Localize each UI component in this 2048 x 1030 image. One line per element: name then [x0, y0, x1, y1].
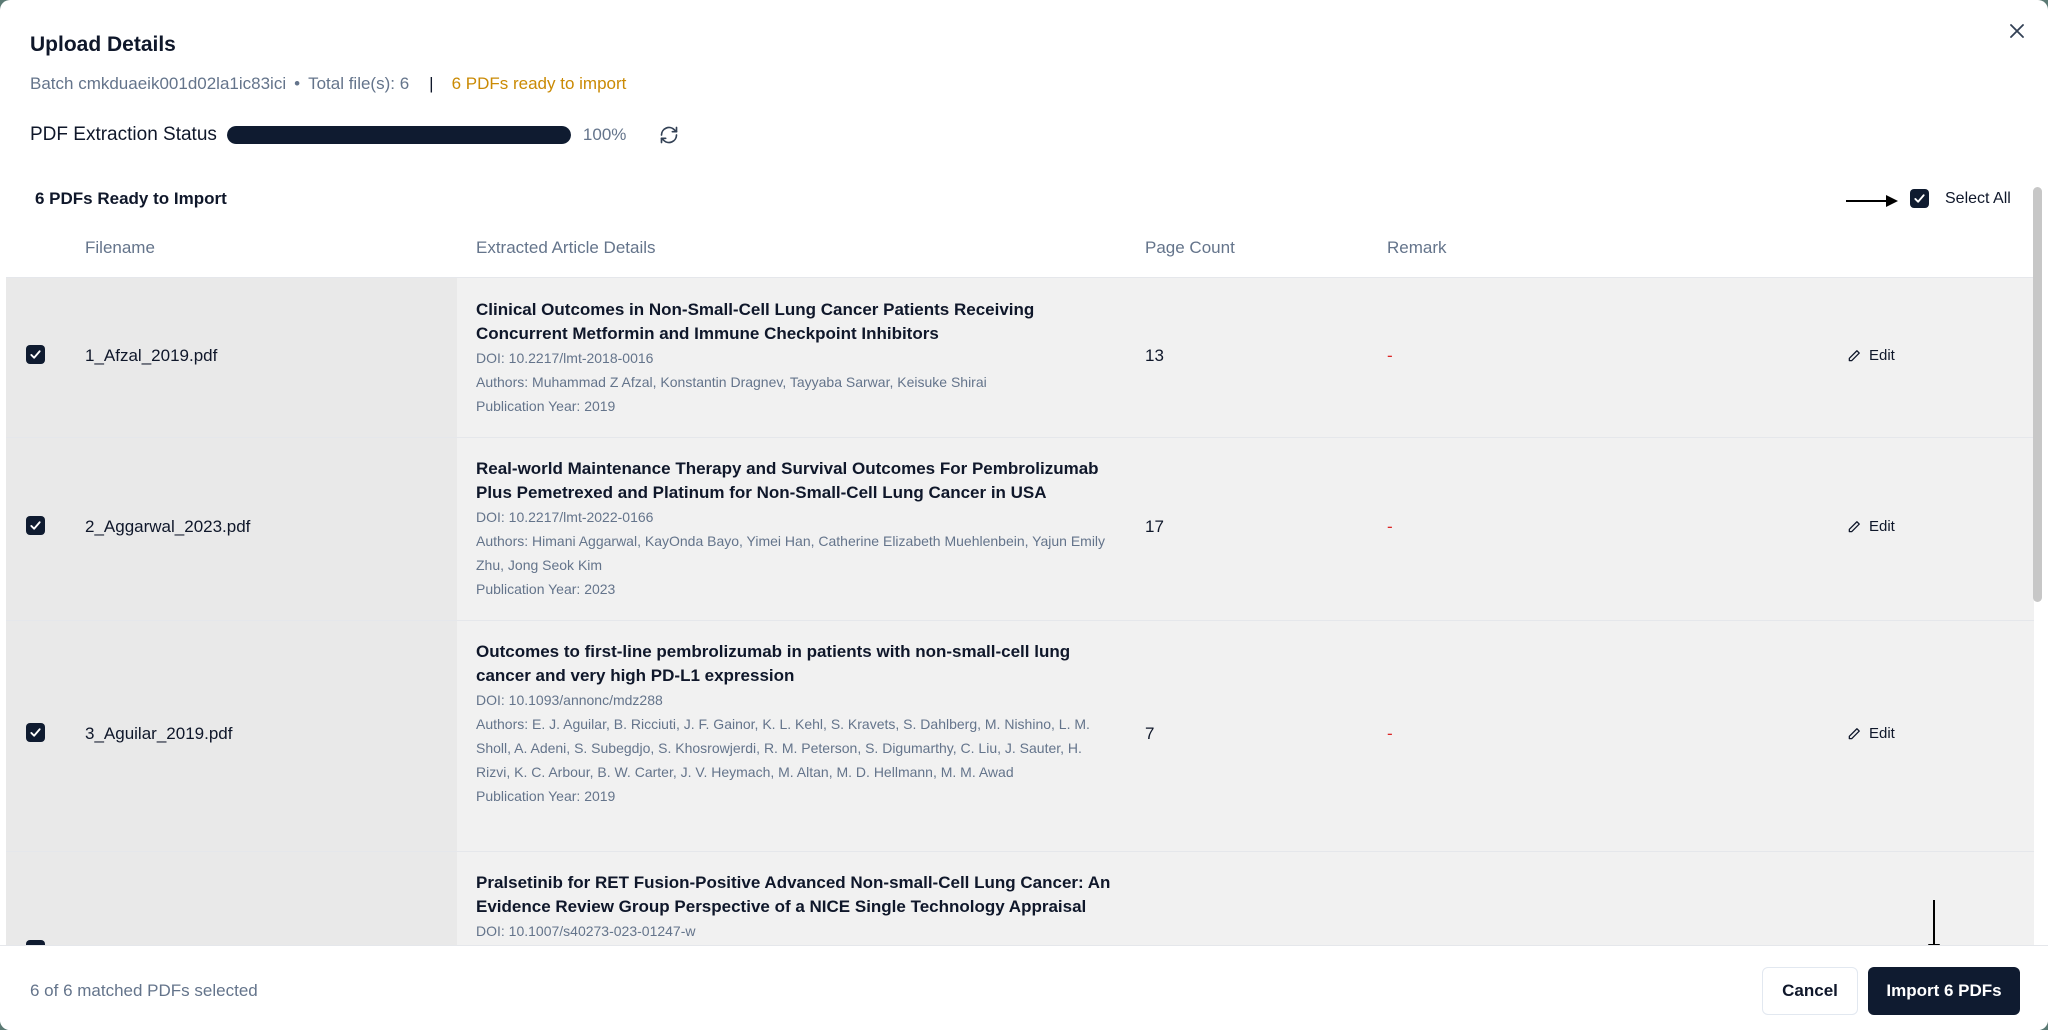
table-row: [6, 621, 2034, 852]
import-button[interactable]: Import 6 PDFs: [1868, 967, 2020, 1015]
extraction-status: [30, 124, 680, 146]
cancel-button[interactable]: Cancel: [1762, 967, 1858, 1015]
column-article-details: Extracted Article Details: [476, 238, 656, 257]
row-article-details: [476, 871, 1116, 943]
ready-status: 6 PDFs ready to import: [451, 74, 627, 93]
extraction-status-label: PDF Extraction Status: [30, 124, 217, 145]
refresh-icon: [659, 125, 679, 145]
column-remark: Remark: [1387, 238, 1447, 257]
edit-button[interactable]: [1847, 518, 1895, 535]
checkmark-icon: [29, 726, 42, 739]
row-checkbox[interactable]: [26, 345, 45, 364]
edit-label: Edit: [1869, 347, 1895, 364]
pencil-icon: [1847, 520, 1861, 534]
row-filename: 1_Afzal_2019.pdf: [85, 346, 218, 365]
row-remark: -: [1387, 724, 1393, 743]
extraction-progress-fill: [227, 126, 571, 144]
scrollbar[interactable]: [2033, 187, 2042, 602]
row-filename: 3_Aguilar_2019.pdf: [85, 724, 233, 743]
article-year: Publication Year: 2019: [476, 398, 616, 414]
row-page-count: 17: [1145, 517, 1164, 536]
checkmark-icon: [29, 348, 42, 361]
checkmark-icon: [1913, 192, 1926, 205]
article-doi: DOI: 10.2217/lmt-2022-0166: [476, 509, 654, 525]
article-doi: DOI: 10.1093/annonc/mdz288: [476, 692, 663, 708]
checkmark-icon: [29, 519, 42, 532]
batch-meta: [30, 74, 626, 94]
table-row: [6, 852, 2034, 945]
row-remark: -: [1387, 346, 1393, 365]
dialog-title: Upload Details: [30, 33, 176, 56]
select-all-label: Select All: [1945, 189, 2011, 207]
row-checkbox[interactable]: [26, 516, 45, 535]
row-article-details: [476, 298, 1116, 418]
extraction-percent: 100%: [582, 125, 627, 144]
row-filename-cell: [6, 278, 457, 437]
meta-bullet: •: [294, 74, 301, 93]
article-authors: Authors: Muhammad Z Afzal, Konstantin Dragnev, Tayyaba Sarwar, Keisuke Shirai: [476, 374, 987, 390]
edit-label: Edit: [1869, 518, 1895, 535]
total-files: Total file(s): 6: [308, 74, 410, 93]
select-all[interactable]: [1910, 189, 2011, 208]
row-checkbox[interactable]: [26, 723, 45, 742]
article-doi: DOI: 10.1007/s40273-023-01247-w: [476, 923, 696, 939]
ready-list-heading: 6 PDFs Ready to Import: [35, 189, 227, 208]
article-authors: Authors: Himani Aggarwal, KayOnda Bayo, Yimei Han, Catherine Elizabeth Muehlenbein, Yajun Emily Zhu, Jong Seok Kim: [476, 533, 1106, 573]
arrow-right-icon: [1846, 193, 1898, 209]
pdf-table: [6, 277, 2034, 945]
row-remark: -: [1387, 517, 1393, 536]
pencil-icon: [1847, 349, 1861, 363]
row-filename-cell: [6, 852, 457, 945]
article-title: Real-world Maintenance Therapy and Survival Outcomes For Pembrolizumab Plus Pemetrexed and Platinum for Non-Small-Cell Lung Cancer in USA: [476, 459, 1099, 502]
edit-button[interactable]: [1847, 347, 1895, 364]
article-doi: DOI: 10.2217/lmt-2018-0016: [476, 350, 654, 366]
row-article-details: [476, 457, 1116, 601]
edit-button[interactable]: [1847, 725, 1895, 742]
article-title: Outcomes to first-line pembrolizumab in patients with non-small-cell lung cancer and very high PD-L1 expression: [476, 642, 1071, 685]
article-title: Pralsetinib for RET Fusion-Positive Advanced Non-small-Cell Lung Cancer: An Evidence Review Group Perspective of a NICE Single Technology Appraisal: [476, 873, 1111, 916]
close-button[interactable]: [2004, 18, 2030, 44]
edit-label: Edit: [1869, 725, 1895, 742]
article-title: Clinical Outcomes in Non-Small-Cell Lung Cancer Patients Receiving Concurrent Metformin and Immune Checkpoint Inhibitors: [476, 300, 1035, 343]
extraction-progress-bar: [227, 126, 571, 144]
article-year: Publication Year: 2023: [476, 581, 616, 597]
refresh-button[interactable]: [658, 124, 680, 146]
table-row: [6, 278, 2034, 438]
select-all-checkbox[interactable]: [1910, 189, 1929, 208]
row-article-details: [476, 640, 1116, 808]
batch-id: Batch cmkduaeik001d02la1ic83ici: [30, 74, 287, 93]
dialog-footer: [0, 945, 2048, 1030]
article-authors: Authors: E. J. Aguilar, B. Ricciuti, J. F. Gainor, K. L. Kehl, S. Kravets, S. Dahlberg, M. Nishino, L. M. Sholl, A. Adeni, S. Subegdjo, S. Khosrowjerdi, R. M. Peterson, S. Digumarthy, C. Liu, J. Sauter, H. Rizvi, K. C. Arbour, B. W. Carter, J. V. Heymach, M. Altan, M. D. Hellmann, M. M. Awad: [476, 716, 1090, 780]
article-year: Publication Year: 2019: [476, 788, 616, 804]
pencil-icon: [1847, 727, 1861, 741]
row-page-count: 13: [1145, 346, 1164, 365]
row-page-count: 7: [1145, 724, 1155, 743]
table-row: [6, 438, 2034, 621]
row-filename: 2_Aggarwal_2023.pdf: [85, 517, 251, 536]
close-icon: [2010, 24, 2024, 38]
column-page-count: Page Count: [1145, 238, 1235, 257]
column-filename: Filename: [85, 238, 155, 257]
meta-separator: |: [429, 74, 434, 93]
selection-count: 6 of 6 matched PDFs selected: [30, 981, 258, 1000]
